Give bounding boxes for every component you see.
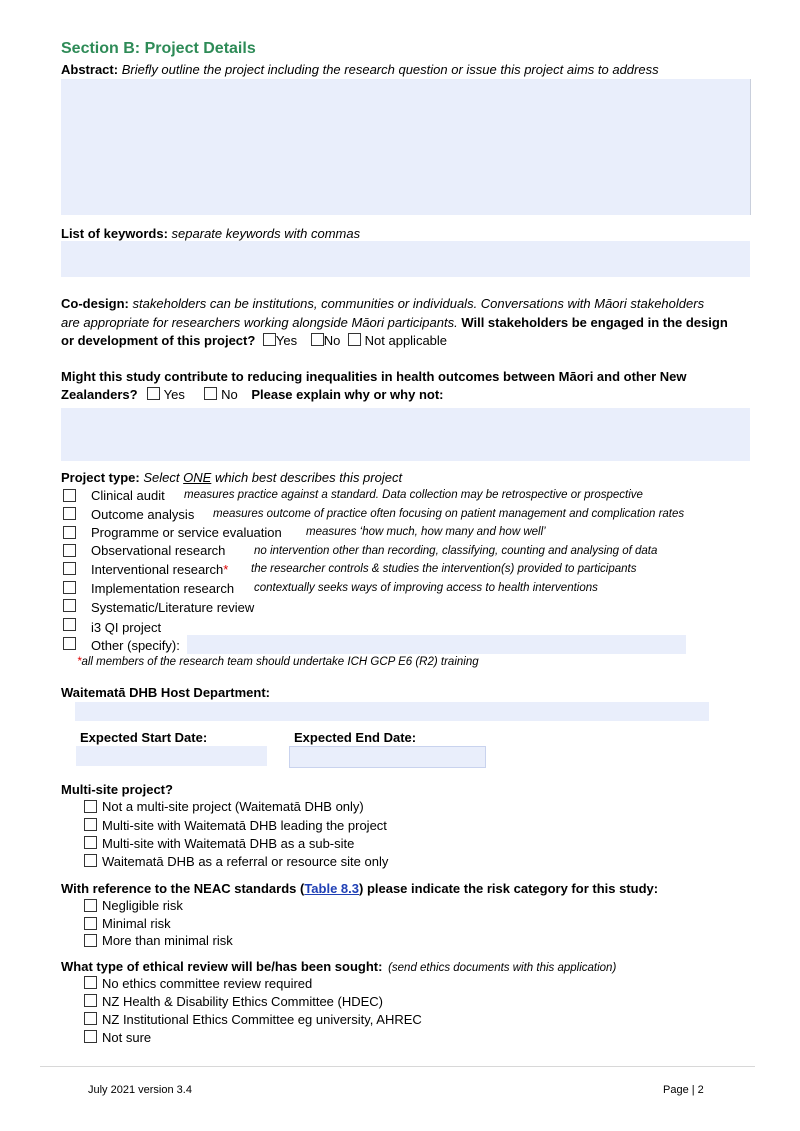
- risk-checkbox-more-than-minimal[interactable]: [84, 934, 97, 947]
- ethics-prompt: [61, 959, 616, 974]
- ethics-option-institutional: NZ Institutional Ethics Committee eg university, AHREC: [102, 1012, 422, 1027]
- project-type-hint-pre: Select: [143, 470, 180, 485]
- project-type-label-outcome-analysis: Outcome analysis: [91, 507, 195, 522]
- project-type-label-implementation: Implementation research: [91, 581, 235, 596]
- table-8-3-link[interactable]: Table 8.3: [304, 881, 359, 896]
- project-type-prompt: [61, 470, 402, 485]
- section-title: Section B: Project Details: [61, 40, 256, 57]
- ethics-option-hdec: NZ Health & Disability Ethics Committee (HDEC): [102, 994, 384, 1009]
- inequalities-yes-checkbox[interactable]: [147, 387, 160, 400]
- start-date-label: Expected Start Date:: [80, 730, 208, 745]
- project-type-checkbox-clinical-audit[interactable]: [63, 489, 76, 502]
- keywords-field[interactable]: [61, 241, 750, 277]
- host-department-field[interactable]: [75, 702, 709, 721]
- project-type-checkbox-systematic-review[interactable]: [63, 599, 76, 612]
- inequalities-explain-label: Please explain why or why not:: [251, 387, 444, 402]
- project-type-desc-clinical-audit: measures practice against a standard. Data collection may be retrospective or prospective: [184, 489, 643, 501]
- project-type-label-programme-evaluation: Programme or service evaluation: [91, 525, 282, 540]
- risk-label-pre: With reference to the NEAC standards (: [61, 881, 305, 896]
- codesign-no-checkbox[interactable]: [311, 333, 324, 346]
- codesign-label: Co-design:: [61, 296, 129, 311]
- abstract-hint: Briefly outline the project including the research question or issue this project aims to address: [121, 62, 659, 77]
- multisite-checkbox-single[interactable]: [84, 800, 97, 813]
- project-type-label-clinical-audit: Clinical audit: [91, 488, 165, 503]
- multisite-checkbox-referral[interactable]: [84, 854, 97, 867]
- project-type-checkbox-interventional[interactable]: [63, 562, 76, 575]
- start-date-field[interactable]: [76, 746, 267, 766]
- codesign-na-checkbox[interactable]: [348, 333, 361, 346]
- project-type-checkbox-i3-qi[interactable]: [63, 618, 76, 631]
- ethics-option-not-sure: Not sure: [102, 1030, 152, 1045]
- project-type-label-i3-qi: i3 QI project: [91, 620, 162, 635]
- ethics-label: What type of ethical review will be/has been sought:: [61, 959, 383, 974]
- project-type-hint-post: which best describes this project: [214, 470, 403, 485]
- risk-option-minimal: Minimal risk: [102, 916, 171, 931]
- inequalities-no-label: No: [221, 387, 238, 402]
- inequalities-question-2: Zealanders?: [61, 387, 138, 402]
- footer-page-number: Page | 2: [663, 1084, 704, 1096]
- risk-prompt: [61, 881, 658, 896]
- risk-checkbox-minimal[interactable]: [84, 917, 97, 930]
- abstract-field[interactable]: [61, 79, 751, 215]
- keywords-hint: separate keywords with commas: [171, 226, 361, 241]
- project-type-hint-one: ONE: [183, 470, 212, 485]
- project-type-label: Project type:: [61, 470, 140, 485]
- multisite-checkbox-subsite[interactable]: [84, 836, 97, 849]
- interventional-asterisk: *: [223, 562, 229, 577]
- codesign-line-2: [61, 315, 728, 330]
- project-type-label-systematic-review: Systematic/Literature review: [91, 600, 255, 615]
- multisite-label: Multi-site project?: [61, 782, 173, 797]
- footer-divider: [40, 1066, 755, 1067]
- ethics-hint: (send ethics documents with this application): [388, 962, 617, 974]
- ethics-checkbox-hdec[interactable]: [84, 994, 97, 1007]
- multisite-option-referral: Waitematā DHB as a referral or resource site only: [102, 854, 389, 869]
- project-type-checkbox-implementation[interactable]: [63, 581, 76, 594]
- ethics-checkbox-none[interactable]: [84, 976, 97, 989]
- multisite-checkbox-leading[interactable]: [84, 818, 97, 831]
- project-type-desc-implementation: contextually seeks ways of improving access to health interventions: [254, 582, 598, 594]
- inequalities-no-checkbox[interactable]: [204, 387, 217, 400]
- footer-version: July 2021 version 3.4: [88, 1084, 192, 1096]
- project-type-other-field[interactable]: [187, 635, 686, 654]
- project-type-desc-interventional: the researcher controls & studies the intervention(s) provided to participants: [251, 563, 637, 575]
- multisite-option-leading: Multi-site with Waitematā DHB leading the project: [102, 818, 387, 833]
- risk-label-post: ) please indicate the risk category for this study:: [359, 881, 659, 896]
- risk-checkbox-negligible[interactable]: [84, 899, 97, 912]
- project-type-label-interventional-text: Interventional research: [91, 562, 224, 577]
- project-type-checkbox-other[interactable]: [63, 637, 76, 650]
- risk-option-negligible: Negligible risk: [102, 898, 183, 913]
- codesign-hint-1: stakeholders can be institutions, communities or individuals. Conversations with Māori stakeholders: [132, 296, 705, 311]
- ich-gcp-footnote: [77, 656, 479, 668]
- multisite-option-single: Not a multi-site project (Waitematā DHB only): [102, 799, 364, 814]
- project-type-checkbox-observational[interactable]: [63, 544, 76, 557]
- footnote-text: all members of the research team should undertake ICH GCP E6 (R2) training: [81, 656, 479, 668]
- ethics-checkbox-not-sure[interactable]: [84, 1030, 97, 1043]
- project-type-desc-observational: no intervention other than recording, classifying, counting and analysing of data: [254, 545, 658, 557]
- codesign-na-label: Not applicable: [364, 333, 448, 348]
- keywords-label: List of keywords:: [61, 226, 168, 241]
- codesign-hint-2: are appropriate for researchers working alongside Māori participants.: [61, 315, 458, 330]
- end-date-field[interactable]: [289, 746, 486, 768]
- abstract-label: Abstract:: [61, 62, 119, 77]
- codesign-line-3: [61, 333, 447, 348]
- inequalities-line-2: [61, 387, 444, 402]
- codesign-yes-checkbox[interactable]: [263, 333, 276, 346]
- inequalities-question-1: Might this study contribute to reducing inequalities in health outcomes between Māori and other New: [61, 369, 687, 384]
- project-type-checkbox-outcome-analysis[interactable]: [63, 507, 76, 520]
- codesign-no-label: No: [323, 333, 341, 348]
- abstract-prompt: [61, 62, 659, 77]
- ethics-checkbox-institutional[interactable]: [84, 1012, 97, 1025]
- codesign-question-1: Will stakeholders be engaged in the design: [461, 315, 728, 330]
- host-department-label: Waitematā DHB Host Department:: [61, 685, 270, 700]
- multisite-option-subsite: Multi-site with Waitematā DHB as a sub-site: [102, 836, 355, 851]
- end-date-label: Expected End Date:: [294, 730, 417, 745]
- inequalities-yes-label: Yes: [163, 387, 185, 402]
- project-type-label-interventional: [91, 562, 228, 577]
- project-type-label-other: Other (specify):: [91, 638, 180, 653]
- codesign-line-1: [61, 296, 704, 311]
- keywords-prompt: [61, 226, 360, 241]
- project-type-desc-programme-evaluation: measures ‘how much, how many and how well’: [306, 526, 546, 538]
- risk-option-more-than-minimal: More than minimal risk: [102, 933, 233, 948]
- project-type-desc-outcome-analysis: measures outcome of practice often focusing on patient management and complication rates: [213, 508, 685, 520]
- codesign-yes-label: Yes: [275, 333, 298, 348]
- footnote-asterisk: *: [77, 656, 82, 668]
- project-type-checkbox-programme-evaluation[interactable]: [63, 526, 76, 539]
- codesign-question-2: or development of this project?: [61, 333, 256, 348]
- inequalities-explain-field[interactable]: [61, 408, 750, 461]
- ethics-option-none: No ethics committee review required: [102, 976, 313, 991]
- project-type-label-observational: Observational research: [91, 543, 226, 558]
